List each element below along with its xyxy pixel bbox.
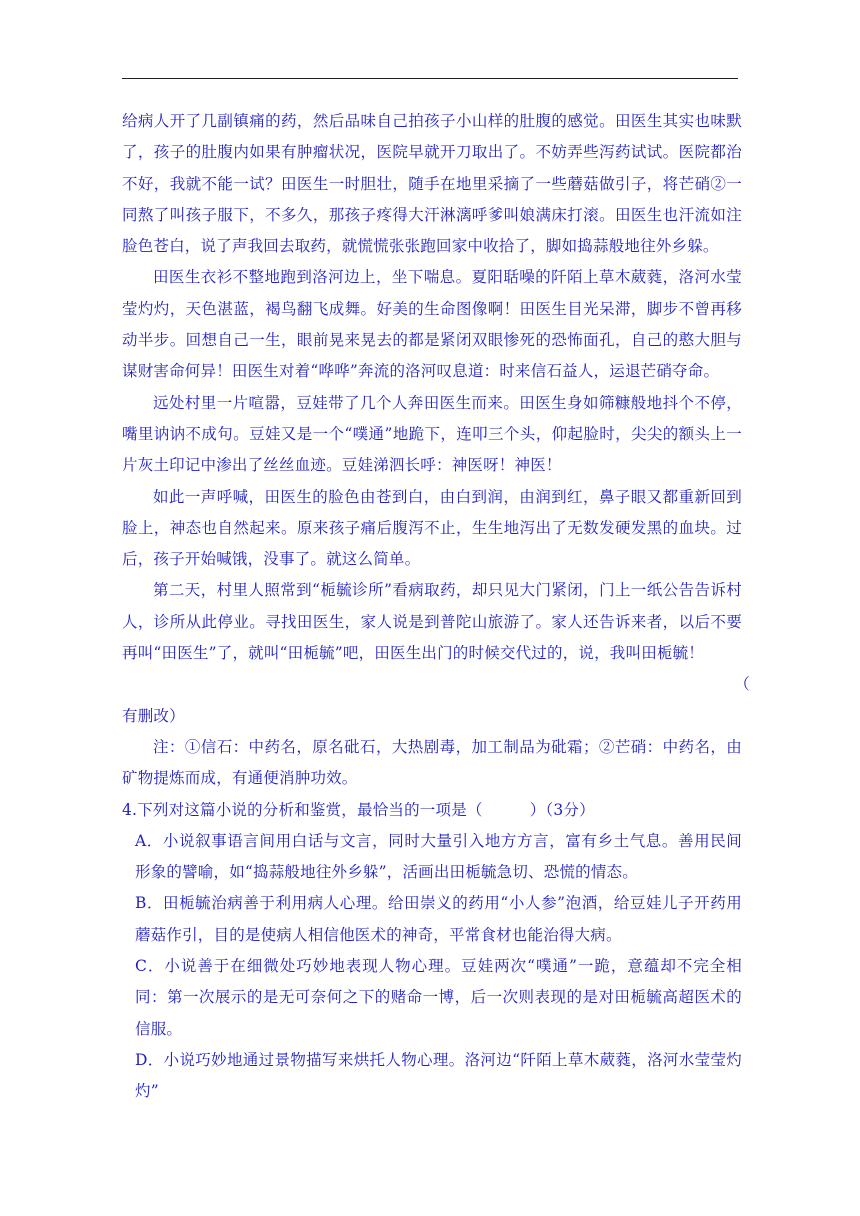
option-b: B．田栀毓治病善于利用病人心理。给田崇义的药用“小人参”泡酒，给豆娃儿子开药用蘑菇作引，目的是使病人相信他医术的神奇，平常食材也能治得大病。 — [135, 894, 742, 944]
option-c: C．小说善于在细微处巧妙地表现人物心理。豆娃两次“噗通”一跪，意蕴却不完全相同：第一次展示的是无可奈何之下的赌命一博，后一次则表现的是对田栀毓高超医术的信服。 — [135, 957, 742, 1038]
option-a: A．小说叙事语言间用白话与文言，同时大量引入地方方言，富有乡土气息。善用民间形象的譬喻，如“捣蒜般地往外乡躲”，活画出田栀毓急切、恐慌的情态。 — [135, 831, 742, 882]
footnote: 注：①信石：中药名，原名砒石，大热剧毒，加工制品为砒霜；②芒硝：中药名，由矿物提炼而成，有通便消肿功效。 — [122, 737, 742, 788]
paragraph-1: 给病人开了几副镇痛的药，然后品味自己拍孩子小山样的肚腹的感觉。田医生其实也味默了，孩子的肚腹内如果有肿瘤状况，医院早就开刀取出了。不妨弄些泻药试试。医院都治不好，我就不能一试？田医生一时胆壮，随手在地里采摘了一些蘑菇做引子，将芒硝②一同熬了叫孩子服下，不多久，那孩子疼得大汗淋漓呼爹叫娘满床打滚。田医生也汗流如注脸色苍白，说了声我回去取药，就慌慌张张跑回家中收拾了，脚如捣蒜般地往外乡躲。 — [122, 112, 742, 256]
question-stem: 4.下列对这篇小说的分析和鉴赏，最恰当的一项是（ ）（3分） — [122, 800, 595, 819]
header-rule — [122, 78, 738, 79]
paragraph-3: 远处村里一片喧嚣，豆娃带了几个人奔田医生而来。田医生身如筛糠般地抖个不停，嘴里讷讷不成句。豆娃又是一个“噗通”地跪下，连叩三个头，仰起脸时，尖尖的额头上一片灰土印记中渗出了丝丝血迹。豆娃涕泗长呼：神医呀！神医！ — [122, 393, 742, 475]
paragraph-5: 第二天，村里人照常到“栀毓诊所”看病取药，却只见大门紧闭，门上一纸公告告诉村人，诊所从此停业。寻找田医生，家人说是到普陀山旅游了。家人还告诉来者，以后不要再叫“田医生”了，就叫“田栀毓”吧，田医生出门的时候交代过的，说，我叫田栀毓！ — [122, 581, 742, 663]
paragraph-2: 田医生衣衫不整地跑到洛河边上，坐下喘息。夏阳聒噪的阡陌上草木葳蕤，洛河水莹莹灼灼，天色湛蓝，褐鸟翻飞成舞。好美的生命图像啊！田医生目光呆滞，脚步不曾再移动半步。回想自己一生，眼前晃来晃去的都是紧闭双眼惨死的恐怖面孔，自己的憨大胆与谋财害命何异！田医生对着“哗哗”奔流的洛河叹息道：时来信石益人，运退芒硝夺命。 — [122, 268, 742, 381]
document-body — [122, 106, 750, 1108]
source-open-paren: （ — [734, 675, 750, 694]
paragraph-4: 如此一声呼喊，田医生的脸色由苍到白，由白到润，由润到红，鼻子眼又都重新回到脸上，神态也自然起来。原来孩子痛后腹泻不止，生生地泻出了无数发硬发黑的血块。过后，孩子开始喊饿，没事了。就这么简单。 — [122, 487, 742, 569]
option-d: D．小说巧妙地通过景物描写来烘托人物心理。洛河边“阡陌上草木葳蕤，洛河水莹莹灼灼” — [135, 1050, 742, 1101]
source-note: 有删改） — [122, 706, 185, 725]
